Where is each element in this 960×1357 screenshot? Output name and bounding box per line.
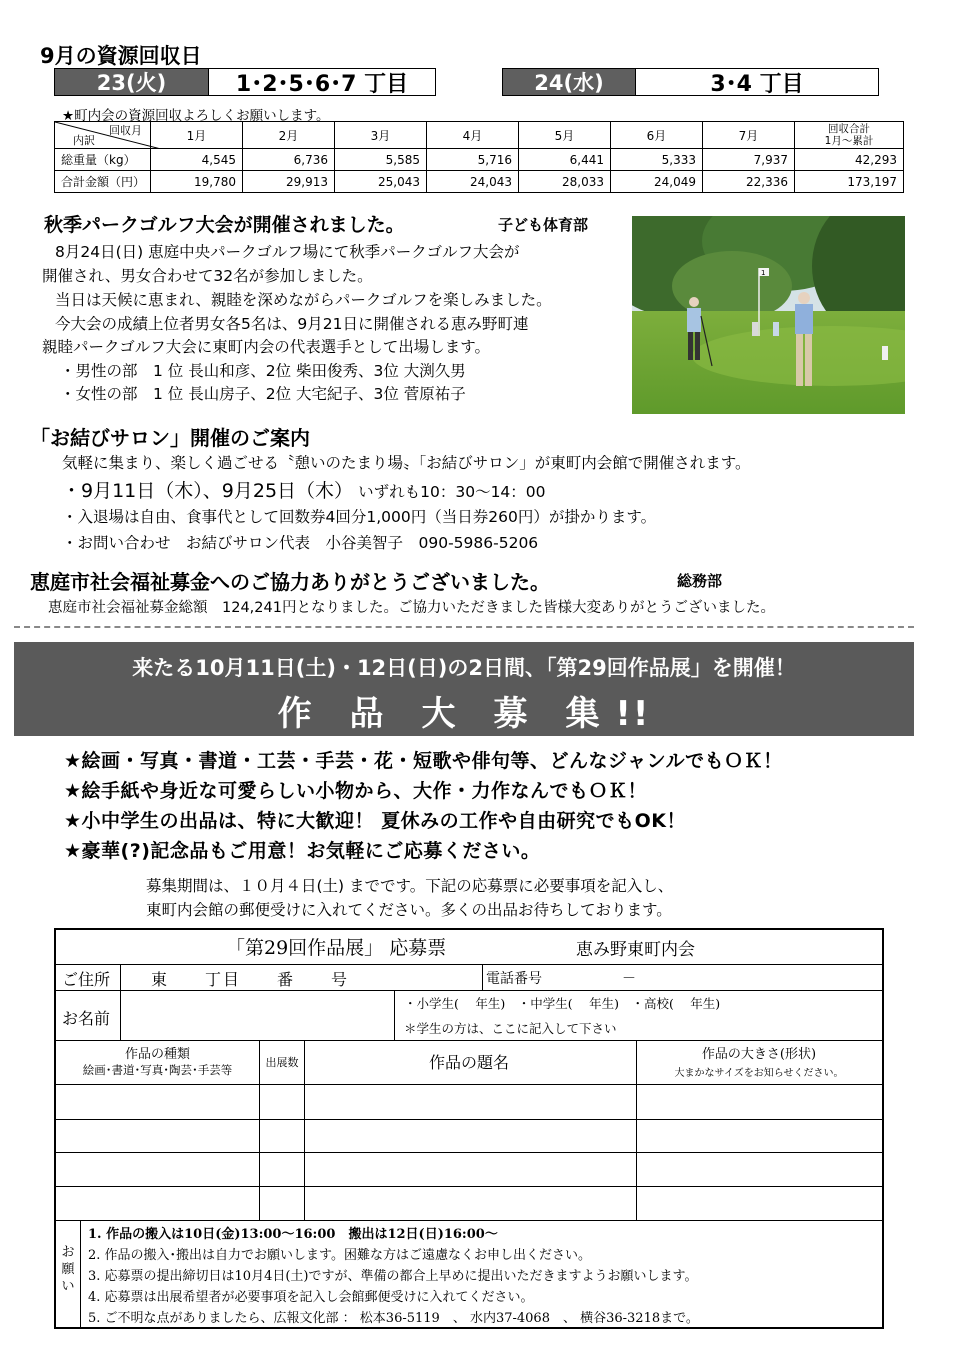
golf-line: 当日は天候に恵まれ、親睦を深めながらパークゴルフを楽しみました。 [55,291,552,309]
recycling-day1-date: 23(火) [54,68,209,96]
golf-line: 8月24日(日) 恵庭中央パークゴルフ場にて秋季パークゴルフ大会が [55,243,520,261]
cell: 42,293 [795,149,904,171]
application-form [54,928,884,1329]
note-item: 5. ご不明な点がありましたら、広報文化部 ： 松本36-5119 、 水内37-4068 、 横谷36-3218まで。 [88,1311,699,1326]
cell: 5,585 [335,149,427,171]
cell: 25,043 [335,171,427,193]
month-header: 2月 [243,122,335,149]
col-count: 出展数 [265,1056,299,1069]
col-kind-sub: 絵画･書道･写真･陶芸･手芸等 [82,1063,233,1077]
note-item: 4. 応募票は出展希望者が必要事項を記入し会館郵便受けに入れてください。 [88,1290,534,1305]
month-header: 6月 [611,122,703,149]
col-title: 作品の題名 [428,1053,509,1072]
note-item: 1. 作品の搬入は10日(金)13:00～16:00 搬出は12日(日)16:00～ [88,1227,498,1242]
recycling-note: ★町内会の資源回収よろしくお願いします。 [62,108,330,124]
recycling-day1-area: 1･2･5･6･7 丁目 [208,68,436,96]
cell: 4,545 [151,149,243,171]
cell: 19,780 [151,171,243,193]
total-header-line2: 1月～累計 [824,135,874,147]
salon-dates-time: いずれも10：30～14：00 [358,483,546,501]
cell: 5,716 [427,149,519,171]
salon-intro: 気軽に集まり、楽しく過ごせる〝憩いのたまり場〟「お結びサロン」が東町内会館で開催されます。 [62,454,751,472]
recycling-day2-date: 24(水) [502,68,636,96]
exhibition-period: 東町内会館の郵便受けに入れてください。多くの出品お待ちしております。 [146,901,672,919]
phone-field[interactable]: － [622,971,636,987]
total-header-line1: 回収合計 [828,123,870,135]
flag-number: 1 [761,269,766,277]
cell: 173,197 [795,171,904,193]
form-org: 恵み野東町内会 [576,940,695,960]
address-label: ご住所 [62,970,111,989]
welfare-title: 恵庭市社会福祉募金へのご協力ありがとうございました。 [30,570,550,594]
phone-label: 電話番号 [486,971,542,987]
note-item: 3. 応募票の提出締切日は10月4日(土)ですが、準備の都合上早めに提出いただきますようお願いします。 [88,1269,698,1284]
cell: 24,049 [611,171,703,193]
cell: 22,336 [703,171,795,193]
welfare-dept: 総務部 [677,572,723,590]
note-item: 2. 作品の搬入･搬出は自力でお願いします。困難な方はご遠慮なくお申し出ください。 [88,1248,591,1263]
golf-dept: 子ども体育部 [498,216,589,234]
golf-result-men: ・男性の部 1 位 長山和彦、2位 柴田俊秀、3位 大渕久男 [60,362,466,380]
salon-dates [62,476,546,503]
total-header [795,122,904,149]
exhibition-point: ★絵画・写真・書道・工芸・手芸・花・短歌や俳句等、どんなジャンルでもＯＫ！ [64,750,783,772]
salon-dates-main: ・9月11日（木）、9月25日（木） [62,480,354,502]
month-header: 5月 [519,122,611,149]
banner-line2: 作 品 大 募 集 !! [277,694,651,734]
month-header: 3月 [335,122,427,149]
golf-line: 開催され、男女合わせて32名が参加しました。 [42,267,373,285]
cell: 29,913 [243,171,335,193]
cell: 5,333 [611,149,703,171]
golf-photo [632,216,905,414]
exhibition-banner [14,642,914,736]
exhibition-point: ★豪華(?)記念品もご用意！お気軽にご応募ください。 [64,840,541,862]
golf-line: 今大会の成績上位者男女各5名は、9月21日に開催される恵み野町連 [55,315,529,333]
col-size-sub: 大まかなサイズをお知らせください。 [674,1068,844,1079]
golf-line: 親睦パークゴルフ大会に東町内会の代表選手として出場します。 [42,338,490,356]
section-divider [14,626,914,628]
salon-fee: ・入退場は自由、食事代として回数券4回分1,000円（当日券260円）が掛かります。 [62,508,657,526]
row-label: 合計金額（円） [55,171,151,193]
month-header: 7月 [703,122,795,149]
name-label: お名前 [62,1009,111,1028]
exhibition-point: ★小中学生の出品は、特に大歓迎！ 夏休みの工作や自由研究でもOK！ [64,810,687,832]
golf-result-women: ・女性の部 1 位 長山房子、2位 大宅紀子、3位 菅原祐子 [60,385,466,403]
table-row [55,171,904,193]
recycling-title: 9月の資源回収日 [40,44,202,68]
school-options[interactable]: ・小学生( 年生) ・中学生( 年生) ・高校( 年生) [404,996,721,1011]
month-header: 4月 [427,122,519,149]
cell: 6,441 [519,149,611,171]
school-note: ＊学生の方は、ここに記入して下さい [404,1021,617,1036]
form-title: 「第29回作品展」 応募票 [226,937,447,959]
recycling-table [54,121,904,193]
exhibition-point: ★絵手紙や身近な可愛らしい小物から、大作・力作なんでもＯＫ！ [64,780,648,802]
cell: 7,937 [703,149,795,171]
recycling-day2-area: 3･4 丁目 [635,68,879,96]
table-corner-bottom: 内訳 [73,134,95,147]
name-field[interactable] [122,992,392,1038]
table-corner-top: 回収月 [109,124,142,137]
table-corner-cell [55,122,151,149]
notes-label: お願い [61,1245,75,1294]
cell: 28,033 [519,171,611,193]
exhibition-period: 募集期間は、１０月４日(土) までです。下記の応募票に必要事項を記入し、 [146,877,674,895]
salon-title: 「お結びサロン」開催のご案内 [30,426,310,450]
entry-kind-field[interactable] [56,1085,259,1118]
cell: 24,043 [427,171,519,193]
entry-title-field[interactable] [305,1085,635,1118]
month-header: 1月 [151,122,243,149]
col-kind: 作品の種類 [124,1047,190,1062]
col-size: 作品の大きさ(形状) [701,1047,817,1062]
banner-line1: 来たる10月11日(土)・12日(日)の2日間、「第29回作品展」を開催！ [132,656,796,680]
cell: 6,736 [243,149,335,171]
diagonal-divider [55,122,161,149]
address-field[interactable]: 東 丁目 番 号 [151,970,350,989]
row-label: 総重量（kg） [55,149,151,171]
golf-title: 秋季パークゴルフ大会が開催されました。 [44,214,405,236]
welfare-body: 恵庭市社会福祉募金総額 124,241円となりました。ご協力いただきました皆様大変ありがとうございました。 [48,600,775,616]
salon-contact: ・お問い合わせ お結びサロン代表 小谷美智子 090-5986-5206 [62,534,539,552]
table-row [55,149,904,171]
